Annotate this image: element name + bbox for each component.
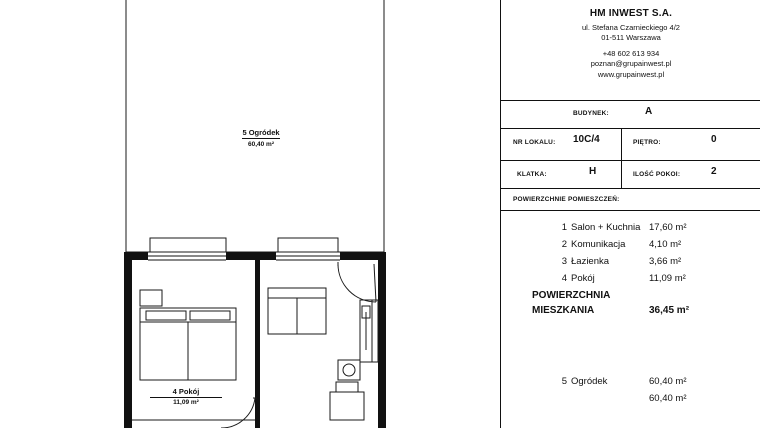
company-address: [501, 23, 760, 43]
total-area-value: 36,45 m²: [649, 305, 690, 316]
garden-area: 60,40 m²: [649, 376, 687, 387]
company-contact: [501, 49, 760, 79]
staircase-value: H: [589, 166, 597, 177]
room-number: 2: [561, 239, 567, 250]
plan-label-room4-area: 11,09 m²: [173, 399, 199, 407]
plan-label-room4-name: Pokój: [178, 387, 200, 396]
unit-value: 10C/4: [573, 134, 600, 145]
unit-label: NR LOKALU:: [513, 139, 556, 146]
rooms-list: [501, 222, 760, 290]
company-address-line2: 01-511 Warszawa: [601, 33, 661, 43]
divider-5: [501, 210, 760, 211]
plan-label-garden-name: Ogródek: [248, 128, 280, 137]
room-name: Komunikacja: [571, 239, 626, 250]
garden-number: 5: [561, 376, 567, 387]
building-value: A: [645, 106, 653, 117]
plan-label-room4-title: [150, 387, 222, 398]
room-area: 4,10 m²: [649, 239, 682, 250]
areas-section-title: POWIERZCHNIE POMIESZCZEŃ:: [513, 196, 620, 203]
divider-3: [501, 160, 760, 161]
divider-2: [501, 128, 760, 129]
company-website: www.grupainwest.pl: [597, 69, 665, 79]
room-number: 1: [561, 222, 567, 233]
divider-vertical: [621, 128, 622, 188]
company-block: [501, 8, 760, 80]
total-area-label-line1: POWIERZCHNIA: [532, 290, 611, 301]
info-panel: [500, 0, 760, 428]
company-phone: +48 602 613 934: [602, 49, 660, 59]
rooms-count-label: ILOŚĆ POKOI:: [633, 171, 681, 178]
floor-label: PIĘTRO:: [633, 139, 661, 146]
plan-label-garden-number: 5: [242, 128, 247, 137]
room-number: 3: [561, 256, 567, 267]
company-name: HM INWEST S.A.: [589, 8, 673, 19]
plan-label-room4-number: 4: [172, 387, 177, 396]
room-row: [501, 273, 760, 290]
plan-label-garden-title: [242, 128, 279, 139]
company-email: poznan@grupainwest.pl: [590, 59, 672, 69]
room-number: 4: [561, 273, 567, 284]
plan-label-garden: [216, 121, 306, 149]
total-area-label-line2: MIESZKANIA: [532, 305, 595, 316]
rooms-count-value: 2: [711, 166, 717, 177]
room-row: [501, 256, 760, 273]
room-row: [501, 222, 760, 239]
divider-1: [501, 100, 760, 101]
room-name: Pokój: [571, 273, 595, 284]
divider-4: [501, 188, 760, 189]
room-name: Łazienka: [571, 256, 610, 267]
room-area: 3,66 m²: [649, 256, 682, 267]
garden-area-total: 60,40 m²: [649, 393, 687, 404]
floor-value: 0: [711, 134, 717, 145]
room-row: [501, 239, 760, 256]
plan-label-garden-area: 60,40 m²: [247, 141, 275, 148]
room-name: Salon + Kuchnia: [571, 222, 641, 233]
building-label: BUDYNEK:: [573, 110, 609, 117]
staircase-label: KLATKA:: [517, 171, 547, 178]
plan-label-room4: [150, 387, 222, 408]
room-area: 11,09 m²: [649, 273, 686, 284]
company-address-line1: ul. Stefana Czarnieckiego 4/2: [582, 23, 680, 32]
room-area: 17,60 m²: [649, 222, 687, 233]
garden-name: Ogródek: [571, 376, 608, 387]
